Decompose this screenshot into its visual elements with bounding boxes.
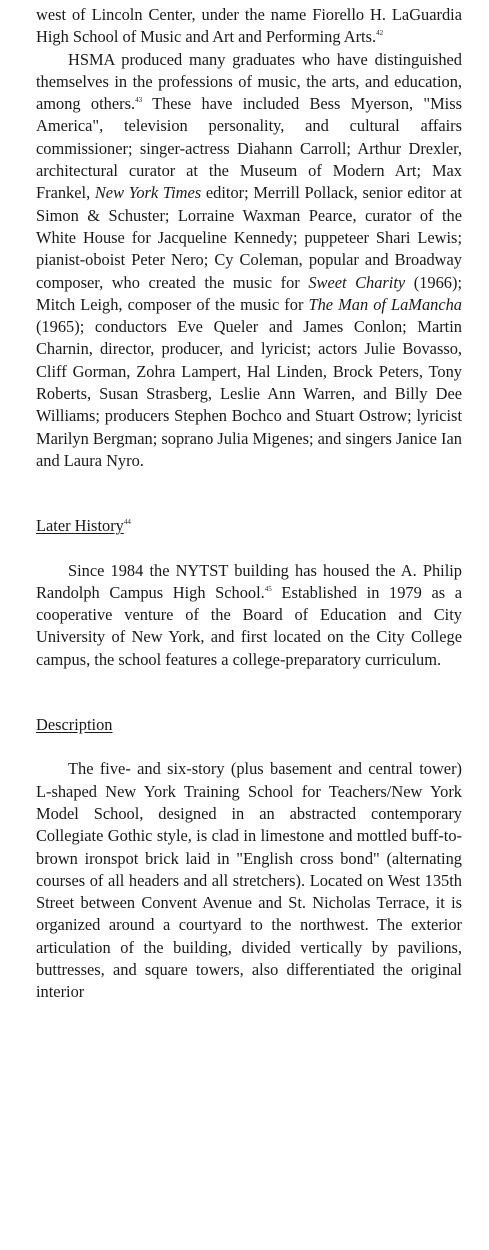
paragraph-building-description: [36, 758, 462, 1003]
paragraph-text: These have included Bess Myerson, "Miss America", television personality, and cultural affairs commissioner; singer-actress Diahann Carroll; Arthur Drexler, architectural curator at the Museum of Modern Art; Max Frankel,: [36, 94, 462, 203]
italic-title-new-york-times: New York Times: [94, 183, 202, 203]
italic-title-man-of-lamancha: The Man of LaMancha: [308, 294, 463, 314]
paragraph-text: Established in 1979 as a cooperative venture of the Board of Education and City University of New York, and first located on the City College campus, the school features a college-preparatory curriculum.: [36, 582, 463, 669]
italic-title-sweet-charity: Sweet Charity: [308, 272, 406, 292]
footnote-44: 44: [123, 518, 131, 527]
footnote-45: 45: [264, 584, 272, 593]
paragraph-text: HSMA produced many graduates who have distinguished themselves in the professions of music, the arts, and education, among others.: [36, 49, 462, 114]
heading-description: [36, 714, 462, 736]
paragraph-text: The five- and six-story (plus basement and central tower) L-shaped New York Training School for Teachers/New York Model School, designed in an abstracted contemporary Collegiate Gothic style, is clad in limestone and mottled buff-to-brown ironspot brick laid in "English cross bond" (alternating courses of all headers and all stretchers). Located on West 135th Street between Convent Avenue and St. Nicholas Terrace, it is organized around a courtyard to the northwest. The exterior articulation of the building, divided vertically by pavilions, buttresses, and square towers, also differentiated the original interior: [36, 759, 462, 1002]
footnote-42: 42: [376, 29, 384, 38]
paragraph-randolph-campus: [36, 560, 462, 671]
paragraph-lincoln-center: [36, 0, 462, 49]
paragraph-text: Since 1984 the NYTST building has housed the A. Philip Randolph Campus High School.: [36, 560, 462, 602]
heading-text: Description: [36, 715, 113, 735]
paragraph-text: editor; Merrill Pollack, senior editor at Simon & Schuster; Lorraine Waxman Pearce, curator of the White House for Jacqueline Kennedy; puppeteer Shari Lewis; pianist-oboist Peter Nero; Cy Coleman, popular and Broadway composer, who created the music for: [36, 183, 462, 292]
footnote-43: 43: [135, 96, 143, 105]
paragraph-text: (1966); Mitch Leigh, composer of the music for: [36, 272, 462, 314]
paragraph-hsma-graduates: [36, 49, 462, 473]
heading-text: Later History: [36, 516, 124, 536]
paragraph-text: (1965); conductors Eve Queler and James Conlon; Martin Charnin, director, producer, and lyricist; actors Julie Bovasso, Cliff Gorman, Zohra Lampert, Hal Linden, Brock Peters, Tony Roberts, Susan Strasberg, Leslie Ann Warren, and Billy Dee Williams; producers Stephen Bochco and Stuart Ostrow; lyricist Marilyn Bergman; soprano Julia Migenes; and singers Janice Ian and Laura Nyro.: [36, 317, 462, 470]
paragraph-text: west of Lincoln Center, under the name Fiorello H. LaGuardia High School of Music and Art and Performing Arts.: [36, 5, 462, 47]
heading-later-history: [36, 515, 462, 537]
